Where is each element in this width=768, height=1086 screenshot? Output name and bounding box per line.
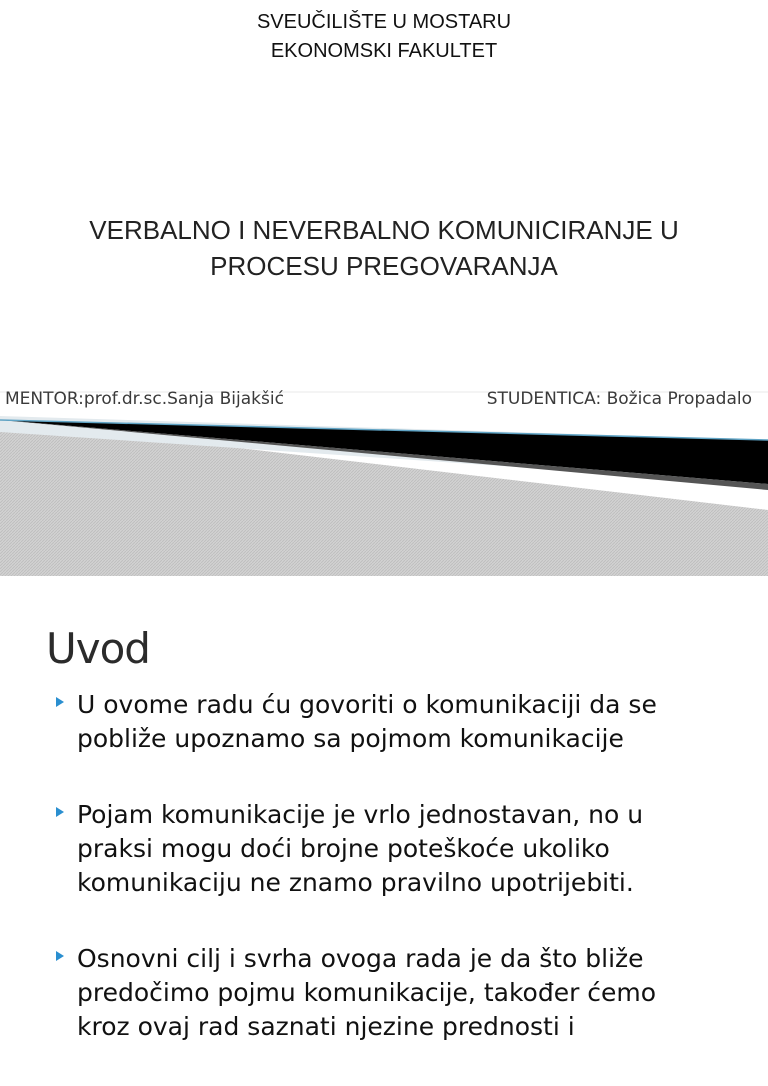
title-line-2: PROCESU PREGOVARANJA [210, 251, 558, 281]
list-item [52, 688, 752, 756]
student-label: STUDENTICA: Božica Propadalo [486, 389, 752, 409]
list-item [52, 942, 752, 1044]
triangle-bullet-icon [56, 697, 64, 707]
university-header [0, 8, 768, 66]
bullet-text-line: pobliže upoznamo sa pojmom komunikacije [77, 724, 624, 753]
slide-heading: Uvod [46, 624, 150, 673]
bullet-text-line: praksi mogu doći brojne poteškoće ukoliko [77, 834, 610, 863]
university-name: SVEUČILIŠTE U MOSTARU [256, 11, 512, 33]
mentor-label: MENTOR:prof.dr.sc.Sanja Bijakšić [5, 389, 284, 409]
triangle-bullet-icon [56, 951, 64, 961]
list-item [52, 798, 752, 900]
bullet-text-line: Pojam komunikacije je vrlo jednostavan, no u [77, 800, 644, 829]
bullet-text-line: kroz ovaj rad saznati njezine prednosti i [77, 1012, 575, 1041]
intro-slide [0, 576, 768, 1041]
bullet-text-line: U ovome radu ću govoriti o komunikaciji da se [77, 690, 657, 719]
bullet-text-line: predočimo pojmu komunikacije, također ćemo [77, 978, 657, 1007]
presentation-title [40, 212, 728, 284]
faculty-name: EKONOMSKI FAKULTET [270, 40, 498, 62]
bullet-text-line: Osnovni cilj i svrha ovoga rada je da što bliže [77, 944, 644, 973]
bullet-text-line: komunikaciju ne znamo pravilno upotrijebiti. [77, 868, 634, 897]
title-line-1: VERBALNO I NEVERBALNO KOMUNICIRANJE U [89, 215, 679, 245]
decorative-band [0, 380, 768, 576]
triangle-bullet-icon [56, 807, 64, 817]
bullet-list [52, 688, 752, 1086]
